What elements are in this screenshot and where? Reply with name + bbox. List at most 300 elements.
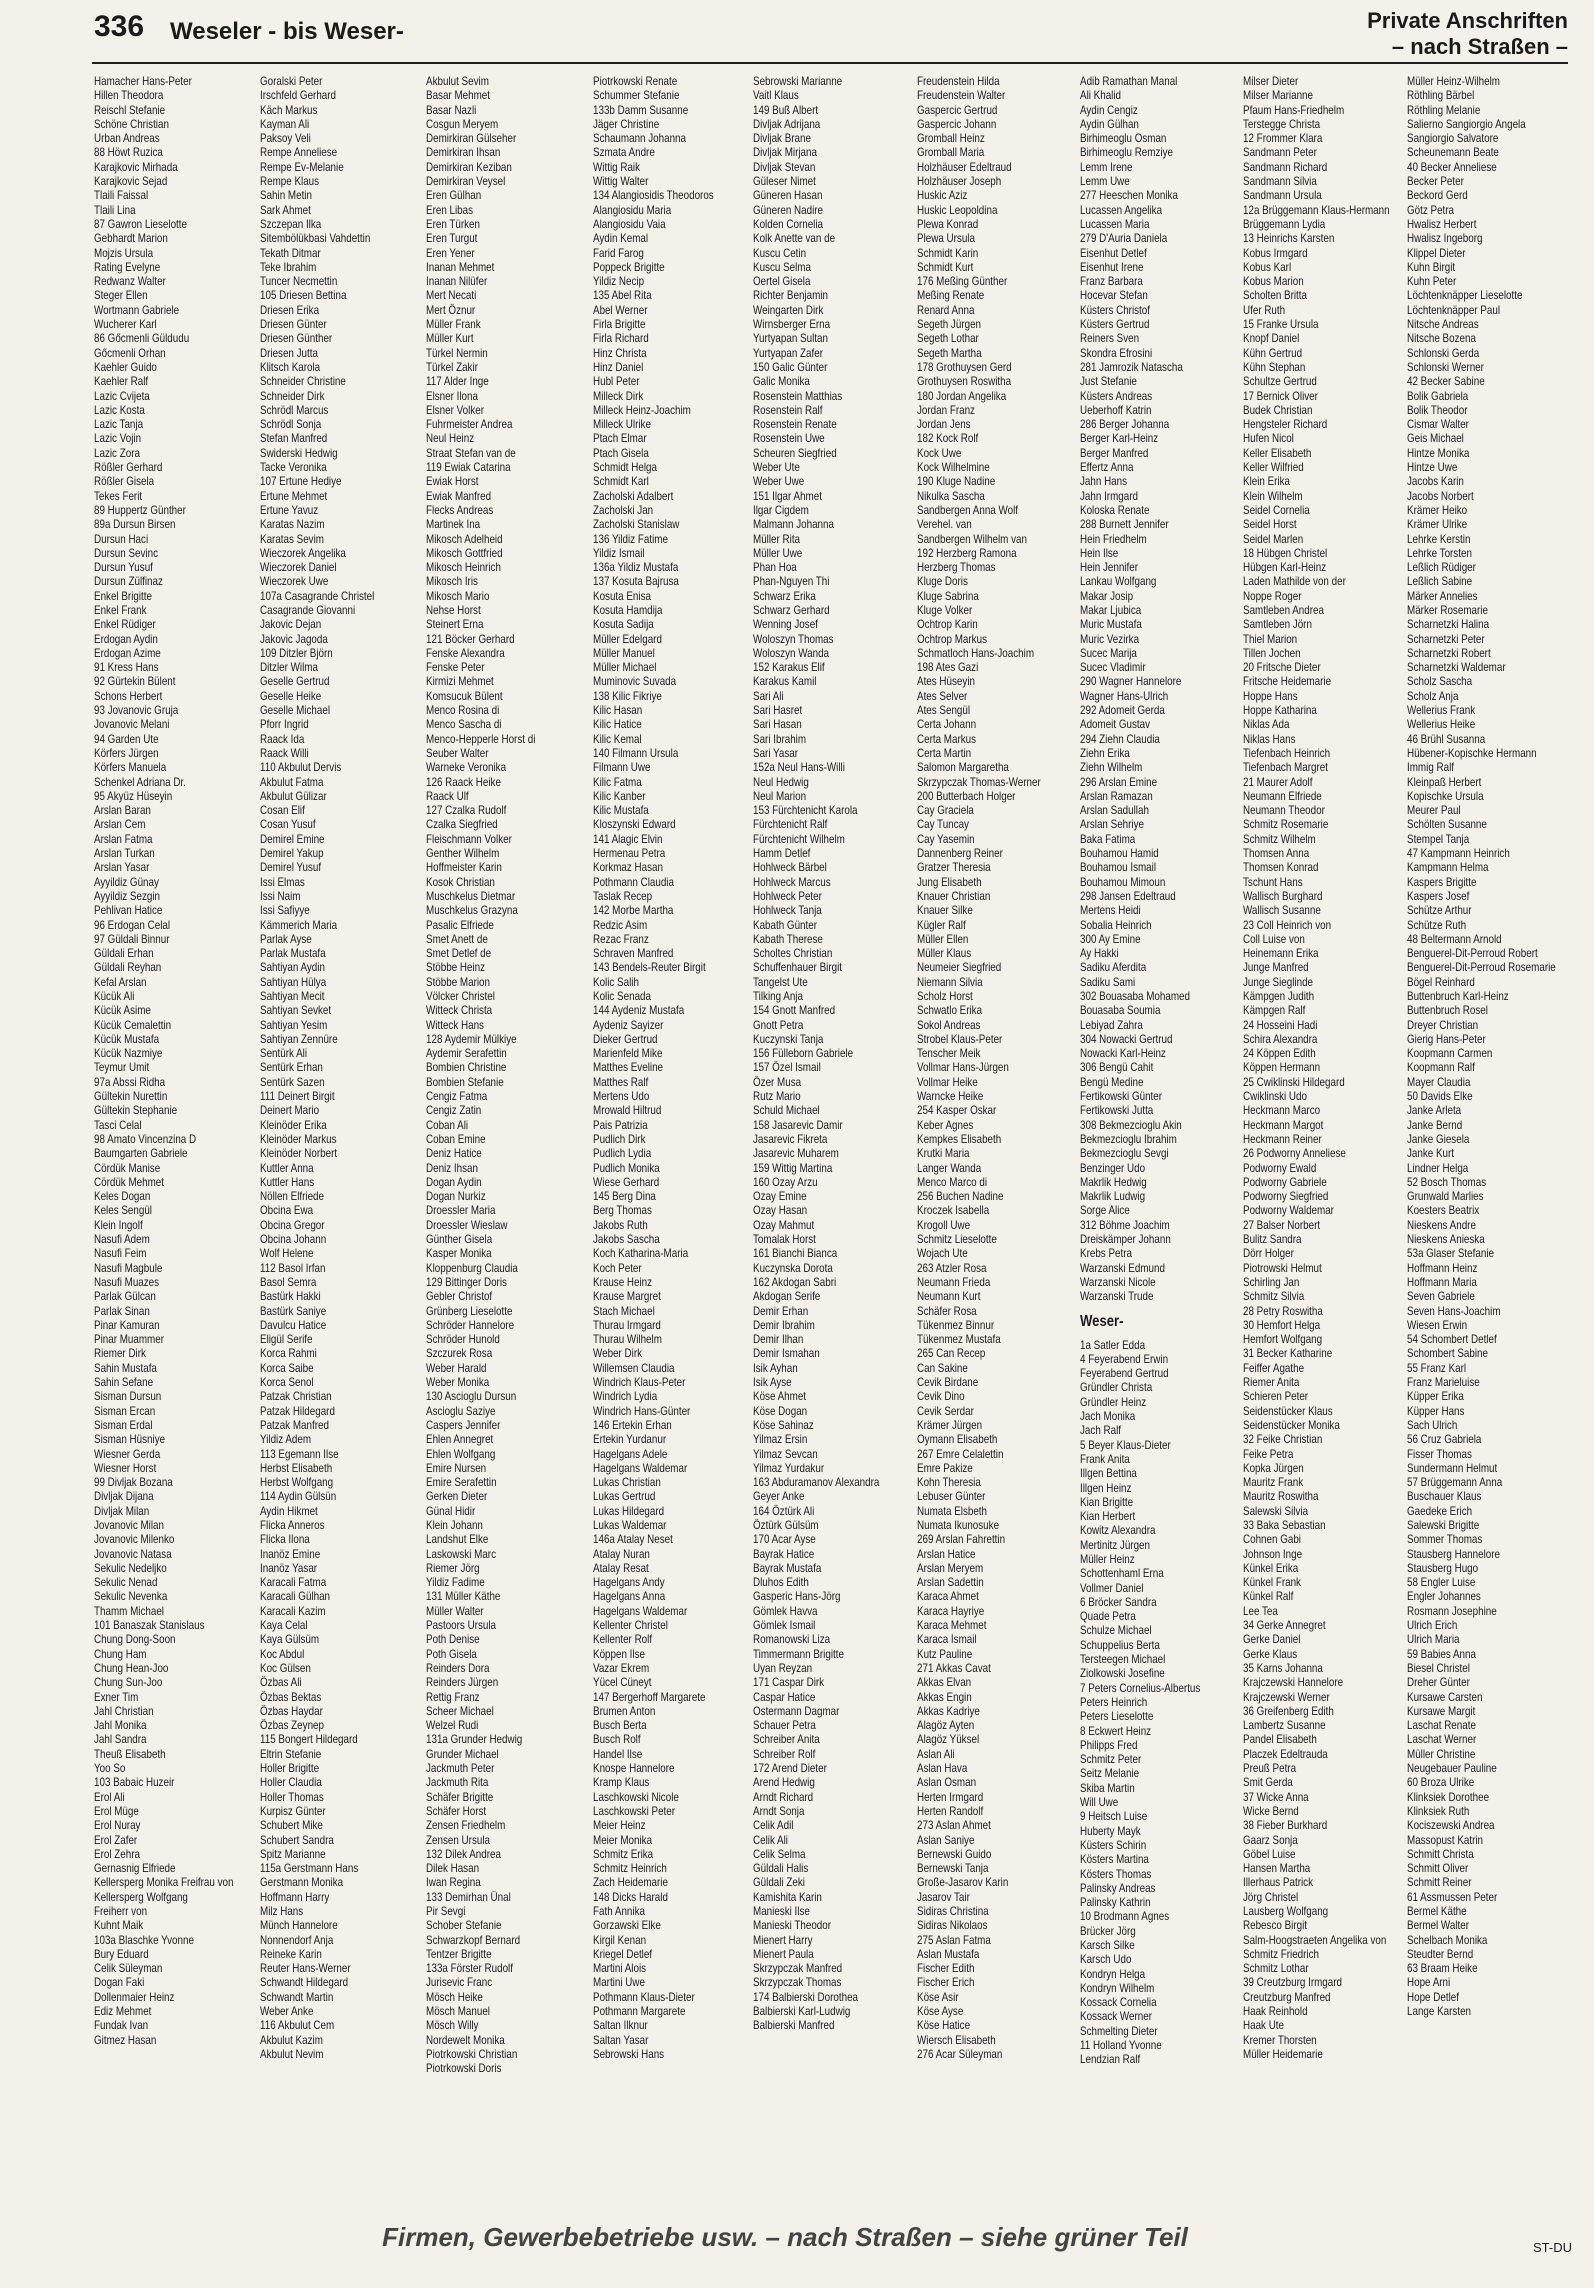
directory-entry: Salierno Sangiorgio Angela	[1406, 116, 1526, 131]
directory-entry: Mertinitz Jürgen	[1079, 1537, 1150, 1552]
directory-entry: Firla Brigitte	[592, 317, 646, 332]
directory-entry: Podworny Ewald	[1243, 1160, 1317, 1175]
directory-entry: Schuffenhauer Birgit	[753, 960, 843, 975]
directory-entry: 152a Neul Hans-Willi	[753, 760, 846, 775]
directory-entry: Yoo So	[94, 1761, 126, 1776]
directory-entry: Kellenter Christel	[592, 1618, 668, 1633]
directory-entry: Geselle Heike	[260, 688, 322, 703]
directory-entry: Kirgil Kenan	[592, 1932, 646, 1947]
directory-entry: 254 Kasper Oskar	[916, 1103, 996, 1118]
directory-entry: Wicke Bernd	[1243, 1803, 1300, 1818]
directory-entry: Neumann Kurt	[916, 1289, 980, 1304]
directory-entry: Eren Libas	[426, 202, 474, 217]
directory-entry: Riemer Anita	[1243, 1375, 1300, 1390]
directory-entry: Sahtiyan Sevket	[260, 1003, 332, 1018]
directory-entry: Karsch Udo	[1079, 1952, 1132, 1967]
directory-entry: Kuttler Anna	[260, 1160, 314, 1175]
directory-entry: Deniz Ihsan	[426, 1160, 479, 1175]
directory-entry: Pothmann Margarete	[592, 2004, 686, 2019]
directory-entry: Müller Heidemarie	[1243, 2046, 1324, 2061]
directory-entry: Lee Tea	[1243, 1603, 1279, 1618]
directory-entry: Jovanovic Melani	[94, 717, 170, 732]
directory-entry: Lebiyad Zahra	[1079, 1017, 1143, 1032]
directory-entry: Weber Uwe	[753, 474, 805, 489]
directory-entry: 5 Beyer Klaus-Dieter	[1079, 1437, 1171, 1452]
directory-entry: Kaspers Brigitte	[1406, 874, 1477, 889]
directory-entry: Neul Hedwig	[753, 774, 809, 789]
directory-entry: 103a Blaschke Yvonne	[94, 1932, 194, 1947]
directory-entry: Sentürk Ali	[260, 1046, 308, 1061]
directory-entry: Rosmann Josephine	[1406, 1603, 1497, 1618]
directory-entry: Bernewski Tanja	[916, 1861, 989, 1876]
directory-entry: Arslan Cem	[94, 817, 146, 832]
directory-column	[1407, 74, 1569, 2018]
directory-entry: Hein Friedhelm	[1079, 531, 1147, 546]
directory-entry: Reuter Hans-Werner	[260, 1961, 351, 1976]
directory-entry: Tersteegen Michael	[1079, 1652, 1166, 1667]
directory-entry: Sisman Erdal	[94, 1417, 153, 1432]
directory-entry: Celik Süleyman	[94, 1961, 163, 1976]
directory-entry: Muminovic Suvada	[592, 674, 676, 689]
directory-entry: Celik Selma	[753, 1846, 806, 1861]
directory-entry: Menco Marco di	[916, 1174, 987, 1189]
directory-entry: Sandbergen Anna Wolf	[916, 502, 1018, 517]
directory-entry: Aslan Saniye	[916, 1832, 974, 1847]
directory-entry: Steudter Bernd	[1406, 1946, 1473, 1961]
directory-entry: Milleck Ulrike	[592, 417, 651, 432]
directory-entry: Heckmann Margot	[1243, 1117, 1324, 1132]
directory-entry: Knopf Daniel	[1243, 331, 1300, 346]
directory-entry: Schröder Hannelore	[426, 1317, 515, 1332]
directory-entry: 32 Feike Christian	[1243, 1432, 1323, 1447]
directory-entry: Niemann Silvia	[916, 974, 983, 989]
directory-column	[260, 74, 422, 2061]
directory-entry: 159 Wittig Martina	[753, 1160, 833, 1175]
directory-entry: Erdogan Azime	[94, 645, 161, 660]
directory-entry: Kilic Kemal	[592, 731, 642, 746]
directory-entry: Driesen Jutta	[260, 345, 319, 360]
directory-entry: Creutzburg Manfred	[1243, 1989, 1331, 2004]
region-code: ST-DU	[1533, 2240, 1572, 2255]
directory-entry: Wenning Josef	[753, 617, 819, 632]
directory-entry: Dursun Yusuf	[94, 560, 153, 575]
directory-entry: Lambertz Susanne	[1243, 1718, 1326, 1733]
directory-entry: Özbas Ali	[260, 1675, 302, 1690]
directory-entry: Krause Heinz	[592, 1274, 652, 1289]
directory-entry: Schmidt Karl	[592, 474, 649, 489]
directory-entry: 50 Davids Elke	[1406, 1089, 1473, 1104]
page-number: 336	[94, 10, 145, 43]
directory-entry: Saltan Ilknur	[592, 2018, 648, 2033]
directory-entry: Divljak Stevan	[753, 159, 816, 174]
directory-entry: Holzhäuser Edeltraud	[916, 159, 1012, 174]
directory-entry: Grünberg Lieselotte	[426, 1303, 513, 1318]
directory-entry: 101 Banaszak Stanislaus	[94, 1618, 205, 1633]
directory-entry: 136a Yildiz Mustafa	[592, 560, 679, 575]
directory-entry: Hein Jennifer	[1079, 560, 1138, 575]
directory-entry: Kohn Theresia	[916, 1475, 981, 1490]
directory-entry: Pudlich Monika	[592, 1160, 660, 1175]
directory-entry: Schreiber Anita	[753, 1732, 820, 1747]
directory-entry: Holzhäuser Joseph	[916, 174, 1001, 189]
directory-entry: Yurtyapan Zafer	[753, 345, 824, 360]
directory-entry: Pudlich Dirk	[592, 1131, 646, 1146]
directory-entry: Feyerabend Gertrud	[1079, 1366, 1169, 1381]
directory-entry: Jacobs Norbert	[1406, 488, 1474, 503]
directory-entry: Heckmann Marco	[1243, 1103, 1321, 1118]
directory-entry: 20 Fritsche Dieter	[1243, 660, 1321, 675]
directory-entry: Fischer Edith	[916, 1961, 974, 1976]
directory-entry: Manieski Ilse	[753, 1904, 811, 1918]
directory-entry: Skiba Martin	[1079, 1780, 1135, 1795]
directory-entry: Schöne Christian	[94, 116, 169, 131]
directory-entry: Thiel Marion	[1243, 631, 1298, 646]
directory-entry: Straat Stefan van de	[426, 445, 517, 460]
directory-entry: Karaca Ahmet	[916, 1589, 979, 1604]
directory-entry: Pasalic Elfriede	[426, 917, 495, 932]
directory-entry: Uyan Reyzan	[753, 1660, 813, 1675]
directory-entry: Ertune Yavuz	[260, 502, 319, 517]
directory-entry: Laskowski Marc	[426, 1546, 497, 1561]
directory-entry: 308 Bekmezcioglu Akin	[1079, 1117, 1182, 1132]
directory-entry: Schneider Dirk	[260, 388, 325, 403]
directory-entry: Issi Safiyye	[260, 903, 310, 918]
directory-entry: Bekmezcioglu Sevgi	[1079, 1146, 1169, 1161]
directory-entry: Krause Margret	[592, 1289, 661, 1304]
directory-entry: Menco Sascha di	[426, 717, 502, 732]
directory-entry: Mienert Harry	[753, 1932, 813, 1947]
directory-entry: Schmitz Lieselotte	[916, 1232, 997, 1247]
directory-entry: Philipps Fred	[1079, 1737, 1138, 1752]
directory-entry: Kursawe Margit	[1406, 1703, 1475, 1718]
directory-entry: Meier Monika	[592, 1832, 652, 1847]
directory-entry: Kuttler Hans	[260, 1174, 315, 1189]
directory-entry: Mertens Udo	[592, 1089, 650, 1104]
directory-entry: Erol Zafer	[94, 1832, 138, 1847]
directory-entry: Arslan Sadettin	[916, 1575, 984, 1590]
directory-entry: Zach Heidemarie	[592, 1875, 668, 1890]
directory-entry: Stach Michael	[592, 1303, 655, 1318]
directory-entry: Fuhrmeister Andrea	[426, 417, 513, 432]
directory-entry: Yilmaz Ersin	[753, 1432, 808, 1447]
directory-entry: Koch Peter	[592, 1260, 642, 1275]
directory-entry: Cay Graciela	[916, 803, 974, 818]
directory-entry: Milleck Dirk	[592, 388, 643, 403]
directory-entry: Kämpgen Judith	[1243, 989, 1315, 1003]
directory-entry: Hagelgans Adele	[592, 1446, 668, 1461]
directory-entry: Weingarten Dirk	[753, 302, 824, 317]
directory-entry: Zacholski Adalbert	[592, 488, 674, 503]
directory-entry: Malmann Johanna	[753, 517, 835, 532]
directory-entry: Willemsen Claudia	[592, 1360, 675, 1375]
directory-entry: Driesen Günther	[260, 331, 333, 346]
directory-entry: Herten Randolf	[916, 1803, 983, 1818]
directory-entry: Koopmann Ralf	[1406, 1060, 1475, 1075]
directory-entry: Ziehn Erika	[1079, 745, 1130, 760]
directory-entry: Peters Lieselotte	[1079, 1709, 1154, 1724]
directory-entry: Rempe Ev-Melanie	[260, 159, 344, 174]
directory-entry: Küsters Schirin	[1079, 1837, 1147, 1852]
directory-entry: Atalay Resat	[592, 1560, 649, 1575]
directory-entry: Müller Klaus	[916, 946, 971, 961]
directory-entry: Ziolkowski Josefine	[1079, 1666, 1165, 1681]
directory-entry: Plewa Ursula	[916, 231, 975, 246]
directory-entry: Laden Mathilde von der	[1243, 574, 1347, 589]
directory-entry: 161 Bianchi Bianca	[753, 1246, 838, 1261]
directory-entry: Tuncer Necmettin	[260, 274, 338, 289]
directory-entry: Nordewelt Monika	[426, 2032, 506, 2047]
directory-entry: Taslak Recep	[592, 888, 652, 903]
directory-entry: Menco Rosina di	[426, 703, 500, 718]
directory-entry: Renard Anna	[916, 302, 974, 317]
directory-entry: Kellersperg Wolfgang	[94, 1889, 188, 1904]
street-heading: Weser-	[1079, 1312, 1124, 1330]
directory-entry: Sari Hasret	[753, 703, 803, 718]
directory-entry: Segeth Jürgen	[916, 317, 981, 332]
directory-entry: Budek Christian	[1243, 402, 1313, 417]
directory-entry: Schäfer Rosa	[916, 1303, 977, 1318]
directory-entry: Hohlweck Bärbel	[753, 860, 828, 875]
directory-entry: Romanowski Liza	[753, 1632, 831, 1647]
directory-entry: 300 Ay Emine	[1079, 931, 1141, 946]
directory-entry: Schäfer Brigitte	[426, 1789, 494, 1804]
directory-entry: Köse Dogan	[753, 1403, 808, 1418]
directory-entry: Kobus Irmgard	[1243, 245, 1308, 260]
directory-entry: Kücük Nazmiye	[94, 1046, 163, 1061]
directory-entry: Matthes Eveline	[592, 1060, 663, 1075]
directory-entry: Niklas Ada	[1243, 717, 1290, 732]
directory-entry: 12 Frommer Klara	[1243, 131, 1323, 146]
directory-entry: Schenkel Adriana Dr.	[94, 774, 186, 789]
directory-entry: 146 Ertekin Erhan	[592, 1417, 672, 1432]
directory-entry: Witteck Christa	[426, 1003, 493, 1018]
directory-entry: Sahtiyan Hülya	[260, 974, 327, 989]
directory-entry: Enkel Frank	[94, 602, 147, 617]
directory-entry: 59 Babies Anna	[1406, 1646, 1476, 1661]
directory-entry: Genther Wilhelm	[426, 846, 500, 861]
directory-entry: Mikosch Gottfried	[426, 545, 504, 560]
directory-entry: Thurau Irmgard	[592, 1317, 661, 1332]
directory-entry: Rosenstein Ralf	[753, 402, 823, 417]
directory-entry: Wiersch Elisabeth	[916, 2032, 996, 2047]
directory-entry: Schmidt Kurt	[916, 259, 973, 274]
directory-entry: Eren Türken	[426, 216, 481, 231]
directory-entry: Tentzer Brigitte	[426, 1946, 493, 1961]
directory-entry: Dollenmaier Heinz	[94, 1989, 175, 2004]
directory-entry: Lemm Irene	[1079, 159, 1133, 174]
directory-entry: Chung Ham	[94, 1646, 147, 1661]
directory-entry: Thomsen Konrad	[1243, 860, 1319, 875]
directory-entry: Welzel Rudi	[426, 1718, 479, 1733]
directory-entry: 115 Bongert Hildegard	[260, 1732, 358, 1747]
directory-entry: Kayman Ali	[260, 116, 310, 131]
directory-entry: Lukas Hildegard	[592, 1503, 664, 1518]
directory-entry: Kosuta Enisa	[592, 588, 651, 603]
directory-entry: Iwan Regina	[426, 1875, 482, 1890]
directory-entry: Ediz Mehmet	[94, 2004, 152, 2019]
directory-entry: Keber Agnes	[916, 1117, 973, 1132]
directory-entry: Schreiber Rolf	[753, 1746, 816, 1761]
directory-entry: Lazic Kosta	[94, 402, 145, 417]
directory-entry: 63 Braam Heike	[1406, 1961, 1478, 1976]
directory-entry: Haak Ute	[1243, 2018, 1285, 2033]
directory-entry: Kondryn Helga	[1079, 1966, 1145, 1981]
directory-entry: Arndt Sonja	[753, 1803, 805, 1818]
directory-entry: Kefal Arslan	[94, 974, 147, 989]
directory-entry: Wieczorek Angelika	[260, 545, 347, 560]
directory-entry: Jakobs Sascha	[592, 1232, 660, 1247]
directory-entry: Peters Heinrich	[1079, 1694, 1148, 1709]
directory-entry: Kaehler Ralf	[94, 374, 149, 389]
directory-entry: Kosuta Hamdija	[592, 602, 663, 617]
directory-entry: Krämer Ulrike	[1406, 517, 1467, 532]
directory-entry: Segeth Martha	[916, 345, 982, 360]
directory-entry: Große-Jasarov Karin	[916, 1875, 1008, 1890]
directory-entry: Yilmaz Sevcan	[753, 1446, 818, 1461]
directory-entry: Laschat Werner	[1406, 1732, 1476, 1747]
directory-entry: Bastürk Saniye	[260, 1303, 327, 1318]
directory-entry: Hope Detlef	[1406, 1989, 1459, 2004]
directory-entry: Sach Ulrich	[1406, 1417, 1457, 1432]
directory-entry: Ay Hakki	[1079, 946, 1119, 961]
directory-entry: Kösters Thomas	[1079, 1866, 1152, 1881]
directory-entry: Sekulic Nenad	[94, 1575, 158, 1590]
directory-entry: Sommer Thomas	[1406, 1532, 1482, 1547]
directory-entry: Zacholski Stanislaw	[592, 517, 680, 532]
directory-entry: 99 Divljak Bozana	[94, 1475, 173, 1490]
directory-entry: Aslan Mustafa	[916, 1946, 979, 1961]
directory-entry: Karacali Kazim	[260, 1603, 326, 1618]
directory-entry: Schubert Mike	[260, 1818, 324, 1833]
directory-entry: Yildiz Fadime	[426, 1575, 486, 1590]
directory-entry: Cismar Walter	[1406, 417, 1469, 432]
page-header	[92, 6, 1568, 64]
directory-entry: Langer Wanda	[916, 1160, 981, 1175]
directory-entry: Kondryn Wilhelm	[1079, 1980, 1155, 1995]
directory-entry: 127 Czalka Rudolf	[426, 803, 507, 818]
directory-entry: 136 Yildiz Fatime	[592, 531, 668, 546]
directory-entry: Küsters Christof	[1079, 302, 1150, 317]
directory-entry: 190 Kluge Nadine	[916, 474, 995, 489]
directory-entry: Köse Ahmet	[753, 1389, 807, 1404]
directory-entry: Karajkovic Sejad	[94, 174, 168, 189]
directory-entry: Rezac Franz	[592, 931, 649, 946]
directory-entry: 137 Kosuta Bajrusa	[592, 574, 679, 589]
directory-entry: 12a Brüggemann Klaus-Hermann	[1243, 202, 1390, 217]
directory-entry: Birhimeoglu Osman	[1079, 131, 1167, 146]
directory-entry: Inanöz Emine	[260, 1546, 321, 1561]
directory-entry: Cosan Yusuf	[260, 817, 316, 832]
directory-entry: Szczepan Ilka	[260, 216, 322, 231]
directory-entry: Vollmar Hans-Jürgen	[916, 1060, 1009, 1075]
directory-entry: Lendzian Ralf	[1079, 2052, 1141, 2067]
directory-entry: Flecks Andreas	[426, 502, 494, 517]
directory-entry: 54 Schombert Detlef	[1406, 1332, 1497, 1347]
directory-entry: Kociszewski Andrea	[1406, 1818, 1495, 1833]
directory-entry: Sisman Dursun	[94, 1389, 162, 1404]
directory-entry: Sandmann Peter	[1243, 145, 1318, 160]
directory-entry: Kämmerich Maria	[260, 917, 338, 932]
directory-entry: Hagelgans Anna	[592, 1589, 665, 1604]
directory-entry: Koesters Beatrix	[1406, 1203, 1479, 1218]
directory-entry: Tiefenbach Margret	[1243, 760, 1329, 775]
directory-entry: Illgen Heinz	[1079, 1480, 1132, 1495]
directory-entry: Lemm Uwe	[1079, 174, 1130, 189]
directory-entry: Sahin Mustafa	[94, 1360, 157, 1375]
directory-entry: Geis Michael	[1406, 431, 1464, 446]
directory-entry: Reischl Stefanie	[94, 102, 166, 117]
directory-entry: Gerken Dieter	[426, 1489, 488, 1504]
directory-entry: Fenske Peter	[426, 660, 485, 675]
directory-entry: Timmermann Brigitte	[753, 1646, 845, 1661]
directory-entry: Brücker Jörg	[1079, 1923, 1136, 1938]
directory-entry: Emire Nursen	[426, 1460, 487, 1475]
directory-entry: Busch Berta	[592, 1718, 647, 1733]
directory-entry: Künkel Frank	[1243, 1575, 1302, 1590]
directory-entry: Schmitz Peter	[1079, 1752, 1142, 1767]
directory-entry: 131 Müller Käthe	[426, 1589, 501, 1604]
directory-entry: 37 Wicke Anna	[1243, 1789, 1309, 1804]
directory-entry: Karaca Mehmet	[916, 1618, 986, 1633]
directory-entry: Schlonski Werner	[1406, 359, 1484, 374]
directory-entry: Sisman Hüsniye	[94, 1432, 166, 1447]
directory-entry: Mayer Claudia	[1406, 1074, 1471, 1089]
directory-entry: Muric Vezirka	[1079, 631, 1139, 646]
directory-entry: Arslan Baran	[94, 803, 151, 818]
directory-entry: Özbas Zeynep	[260, 1718, 325, 1733]
directory-entry: Pastoors Ursula	[426, 1618, 497, 1633]
directory-entry: Krajczewski Hannelore	[1243, 1675, 1344, 1690]
directory-entry: Koch Katharina-Maria	[592, 1246, 688, 1261]
directory-entry: Arslan Meryem	[916, 1560, 983, 1575]
directory-entry: Scholtes Christian	[753, 946, 833, 961]
directory-entry: Rettig Franz	[426, 1689, 481, 1704]
directory-entry: Klein Ingolf	[94, 1217, 143, 1232]
directory-entry: 162 Akdogan Sabri	[753, 1274, 837, 1289]
directory-entry: Stausberg Hannelore	[1406, 1546, 1500, 1561]
directory-entry: Segeth Lothar	[916, 331, 979, 346]
directory-entry: Jovanovic Natasa	[94, 1546, 172, 1561]
directory-entry: Martini Uwe	[592, 1975, 645, 1990]
directory-entry: Köse Asir	[916, 1989, 959, 2004]
directory-entry: Keller Wilfried	[1243, 460, 1304, 475]
directory-entry: Franz Marieluise	[1406, 1375, 1480, 1390]
directory-entry: Güneren Nadire	[753, 202, 824, 217]
directory-entry: Güneren Hasan	[753, 188, 823, 203]
directory-entry: Demir Ibrahim	[753, 1317, 815, 1332]
directory-entry: Tomalak Horst	[753, 1232, 817, 1247]
directory-column	[426, 74, 588, 2076]
directory-entry: Kowitz Alexandra	[1079, 1523, 1156, 1538]
directory-entry: Mrowald Hiltrud	[592, 1103, 662, 1118]
directory-entry: Kleinöder Erika	[260, 1117, 327, 1132]
directory-entry: Johnson Inge	[1243, 1546, 1303, 1561]
directory-entry: Gerke Klaus	[1243, 1646, 1298, 1661]
directory-entry: Jach Ralf	[1079, 1423, 1121, 1438]
directory-entry: Patzak Hildegard	[260, 1403, 336, 1418]
directory-entry: Lucassen Maria	[1079, 216, 1150, 231]
directory-entry: Schmitz Erika	[592, 1846, 653, 1861]
directory-column	[1080, 74, 1242, 2067]
directory-entry: Seidenstücker Klaus	[1243, 1403, 1333, 1418]
directory-entry: Ozay Mahmut	[753, 1217, 815, 1232]
directory-entry: 52 Bosch Thomas	[1406, 1174, 1486, 1189]
directory-entry: 112 Basol Irfan	[260, 1260, 326, 1275]
directory-entry: Wieczorek Uwe	[260, 574, 329, 589]
directory-entry: Hamacher Hans-Peter	[94, 74, 192, 88]
directory-entry: Götz Petra	[1406, 202, 1454, 217]
directory-entry: Schmitz Friedrich	[1243, 1946, 1320, 1961]
